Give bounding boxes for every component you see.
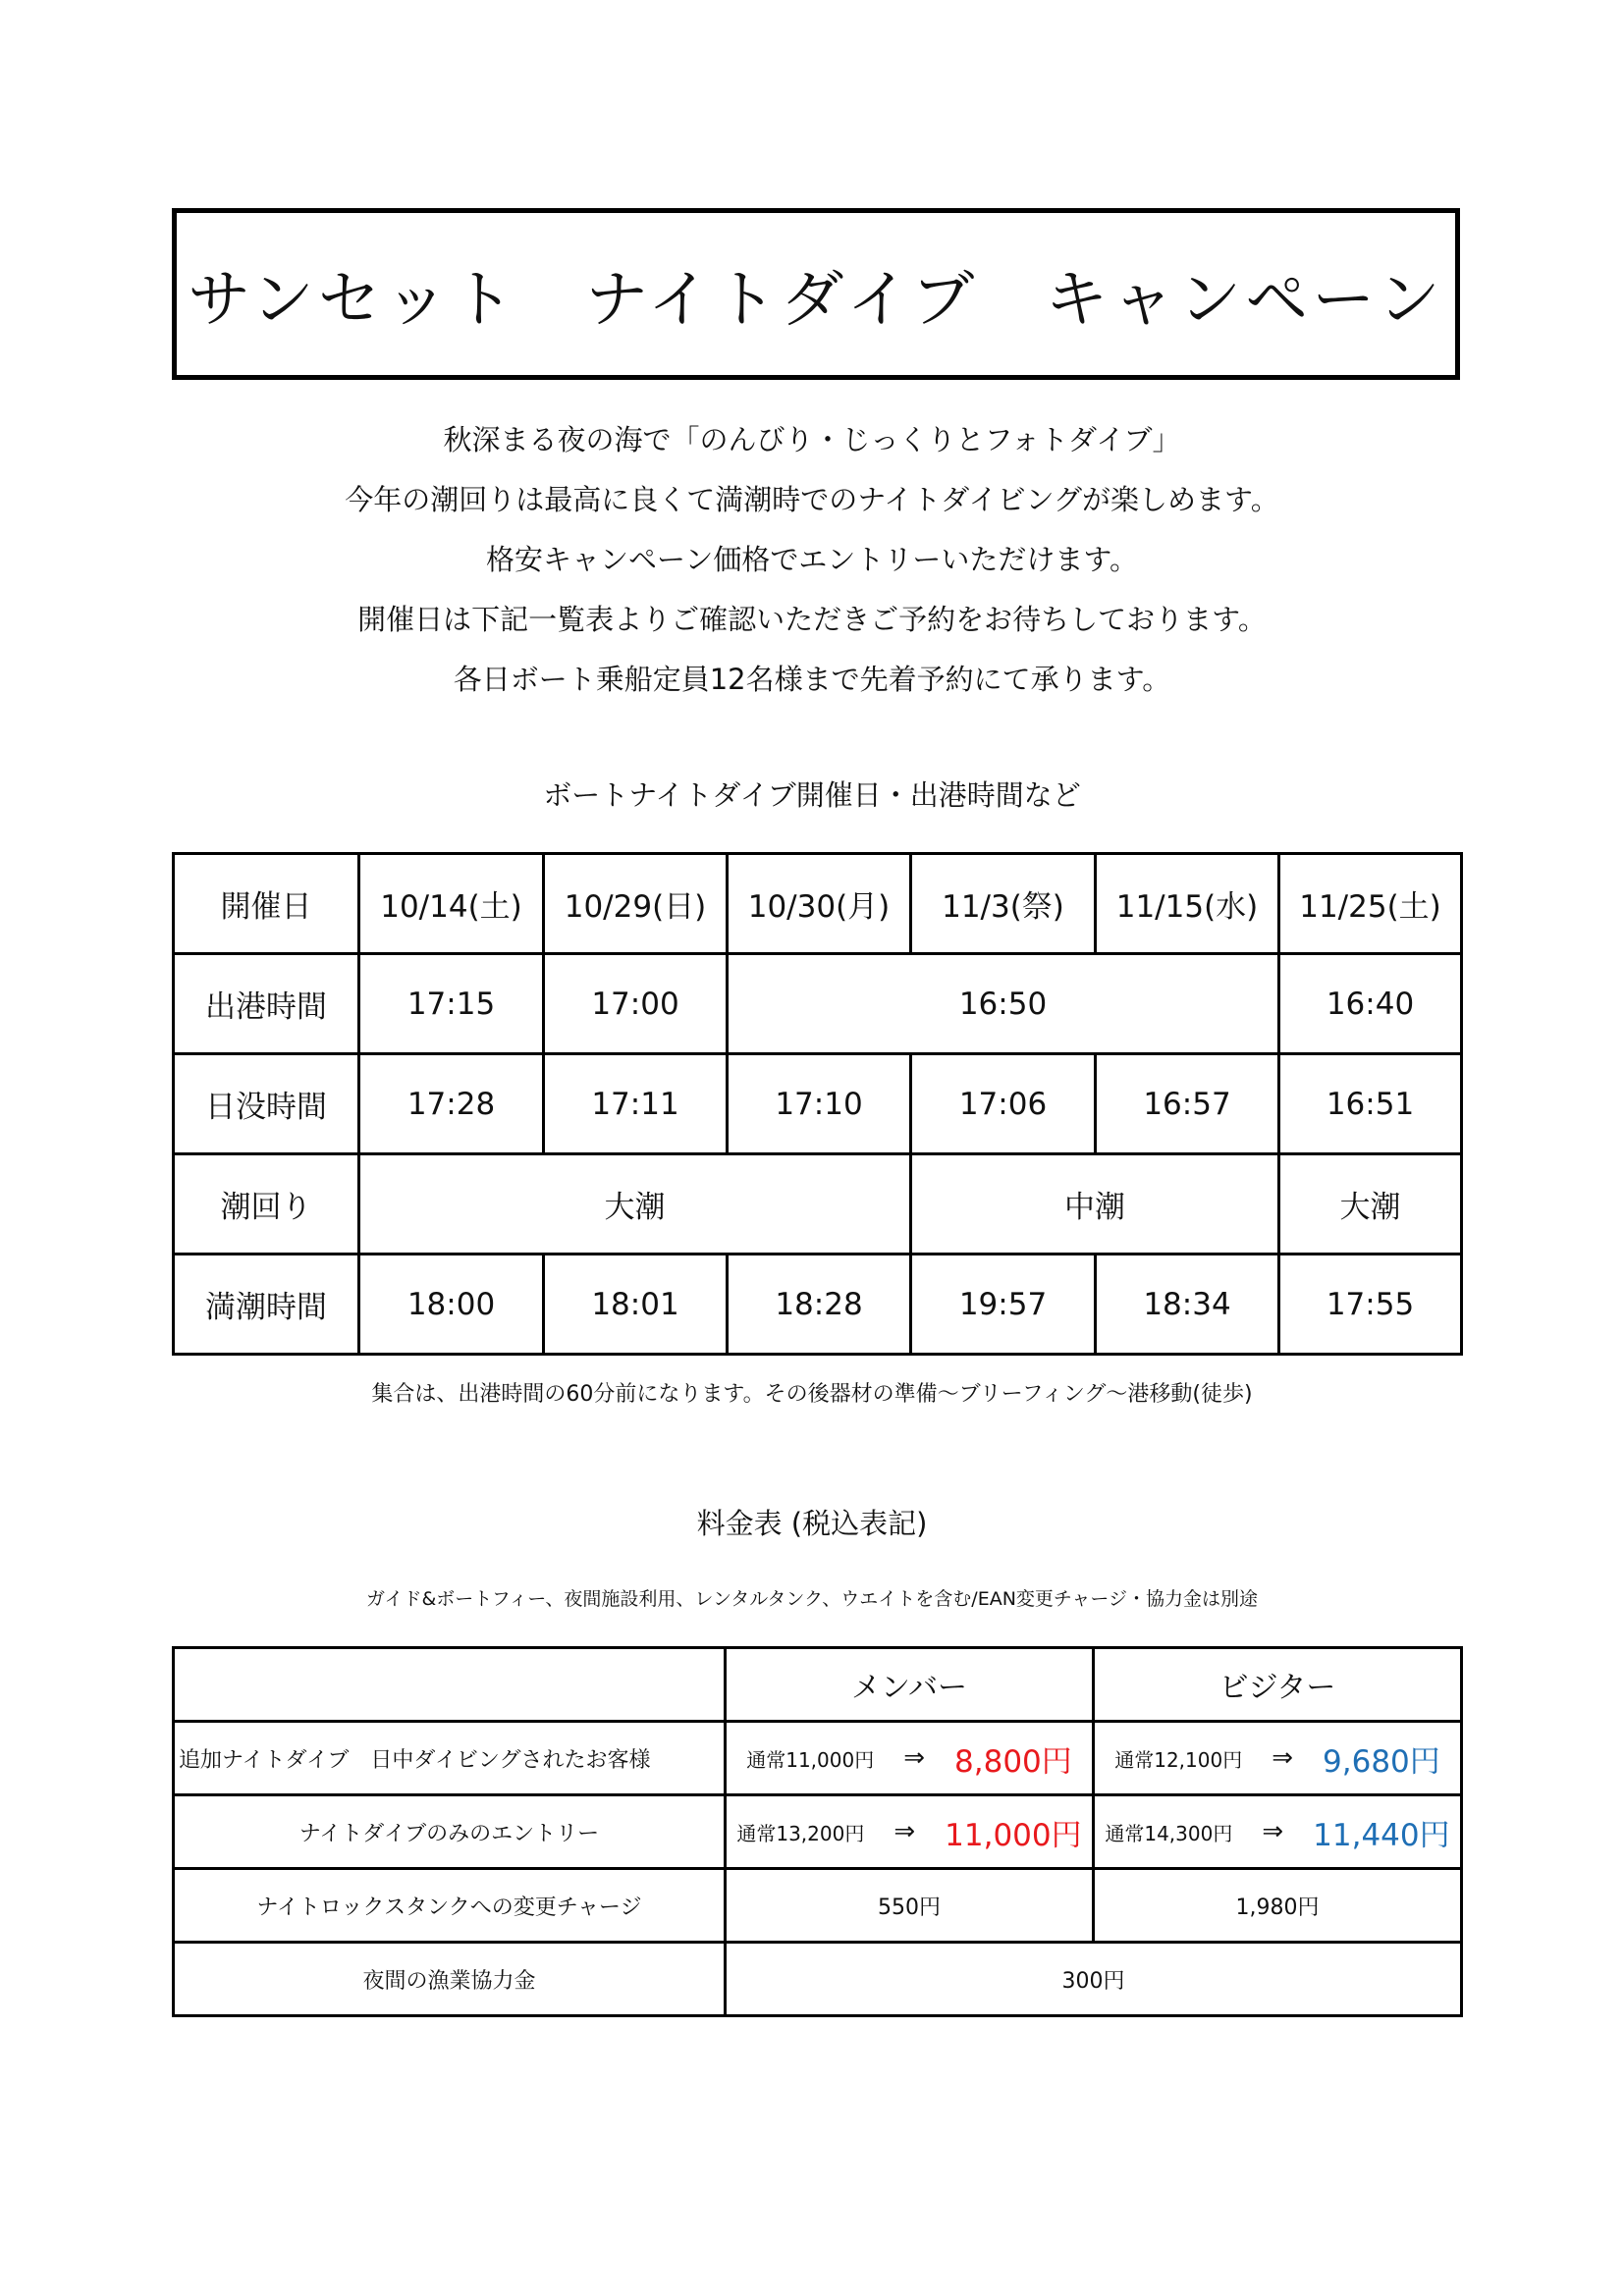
table-row	[174, 1869, 1462, 1943]
row-label-tide: 潮回り	[174, 1154, 359, 1255]
sunset-cell: 16:51	[1279, 1054, 1462, 1154]
date-cell: 11/15(水)	[1096, 854, 1279, 954]
regular-price: 通常11,000円	[746, 1747, 875, 1772]
departure-cell: 17:00	[544, 954, 728, 1054]
header-member: メンバー	[726, 1648, 1094, 1722]
intro-text	[0, 410, 1624, 710]
table-row	[174, 1054, 1462, 1154]
sale-price: 11,440円	[1313, 1817, 1450, 1853]
member-price	[726, 1795, 1094, 1869]
fee-label: ナイトロックスタンクへの変更チャージ	[174, 1869, 726, 1943]
row-label-sunset: 日没時間	[174, 1054, 359, 1154]
regular-price: 通常12,100円	[1114, 1747, 1243, 1772]
assembly-note: 集合は、出港時間の60分前になります。その後器材の準備～ブリーフィング～港移動(徒歩)	[371, 1382, 1253, 1407]
table-row	[174, 1795, 1462, 1869]
row-label-high-tide: 満潮時間	[174, 1255, 359, 1355]
date-cell: 11/3(祭)	[911, 854, 1096, 954]
page-title: サンセット ナイトダイブ キャンペーン	[188, 263, 1444, 337]
intro-line: 格安キャンペーン価格でエントリーいただけます。	[485, 543, 1139, 576]
fishery-price: 300円	[726, 1943, 1462, 2016]
high-tide-cell: 18:01	[544, 1255, 728, 1355]
visitor-price	[1094, 1795, 1462, 1869]
sunset-cell: 17:06	[911, 1054, 1096, 1154]
visitor-price: 1,980円	[1094, 1869, 1462, 1943]
high-tide-cell: 18:28	[728, 1255, 911, 1355]
table-row	[174, 854, 1462, 954]
arrow-icon: ⇒	[893, 1817, 916, 1846]
fee-table	[172, 1646, 1463, 2017]
sunset-cell: 16:57	[1096, 1054, 1279, 1154]
regular-price: 通常14,300円	[1105, 1821, 1233, 1845]
departure-cell: 17:15	[359, 954, 544, 1054]
header-visitor: ビジター	[1094, 1648, 1462, 1722]
sale-price: 11,000円	[945, 1817, 1082, 1853]
table-row	[174, 1722, 1462, 1795]
fees-title: 料金表 (税込表記)	[696, 1507, 928, 1540]
tide-cell: 大潮	[1279, 1154, 1462, 1255]
table-row	[174, 1255, 1462, 1355]
high-tide-cell: 17:55	[1279, 1255, 1462, 1355]
tide-cell: 中潮	[911, 1154, 1279, 1255]
table-row	[174, 1154, 1462, 1255]
fees-note: ガイド&ボートフィー、夜間施設利用、レンタルタンク、ウエイトを含む/EAN変更チャージ・協力金は別途	[366, 1588, 1258, 1610]
intro-line: 各日ボート乗船定員12名様まで先着予約にて承ります。	[453, 663, 1171, 696]
schedule-title: ボートナイトダイブ開催日・出港時間など	[543, 778, 1081, 812]
high-tide-cell: 19:57	[911, 1255, 1096, 1355]
intro-line: 開催日は下記一覧表よりご確認いただきご予約をお待ちしております。	[357, 603, 1267, 636]
fee-label: ナイトダイブのみのエントリー	[174, 1795, 726, 1869]
high-tide-cell: 18:00	[359, 1255, 544, 1355]
member-price	[726, 1722, 1094, 1795]
sunset-cell: 17:28	[359, 1054, 544, 1154]
visitor-price	[1094, 1722, 1462, 1795]
table-row	[174, 1943, 1462, 2016]
fee-label: 追加ナイトダイブ 日中ダイビングされたお客様	[174, 1722, 726, 1795]
arrow-icon: ⇒	[1262, 1817, 1284, 1846]
schedule-table	[172, 852, 1463, 1356]
member-price: 550円	[726, 1869, 1094, 1943]
header-empty	[174, 1648, 726, 1722]
date-cell: 10/30(月)	[728, 854, 911, 954]
arrow-icon: ⇒	[903, 1743, 926, 1773]
row-label-departure: 出港時間	[174, 954, 359, 1054]
intro-line: 秋深まる夜の海で「のんびり・じっくりとフォトダイブ」	[443, 423, 1181, 456]
sale-price: 8,800円	[954, 1743, 1072, 1780]
table-row	[174, 954, 1462, 1054]
date-cell: 10/29(日)	[544, 854, 728, 954]
intro-line: 今年の潮回りは最高に良くて満潮時でのナイトダイビングが楽しめます。	[345, 483, 1279, 516]
sunset-cell: 17:10	[728, 1054, 911, 1154]
departure-cell: 16:40	[1279, 954, 1462, 1054]
title-box	[172, 208, 1460, 380]
table-row	[174, 1648, 1462, 1722]
departure-cell: 16:50	[728, 954, 1279, 1054]
row-label-date: 開催日	[174, 854, 359, 954]
regular-price: 通常13,200円	[736, 1821, 865, 1845]
fee-label: 夜間の漁業協力金	[174, 1943, 726, 2016]
arrow-icon: ⇒	[1272, 1743, 1294, 1773]
sale-price: 9,680円	[1323, 1743, 1440, 1780]
tide-cell: 大潮	[359, 1154, 911, 1255]
high-tide-cell: 18:34	[1096, 1255, 1279, 1355]
sunset-cell: 17:11	[544, 1054, 728, 1154]
date-cell: 10/14(土)	[359, 854, 544, 954]
date-cell: 11/25(土)	[1279, 854, 1462, 954]
